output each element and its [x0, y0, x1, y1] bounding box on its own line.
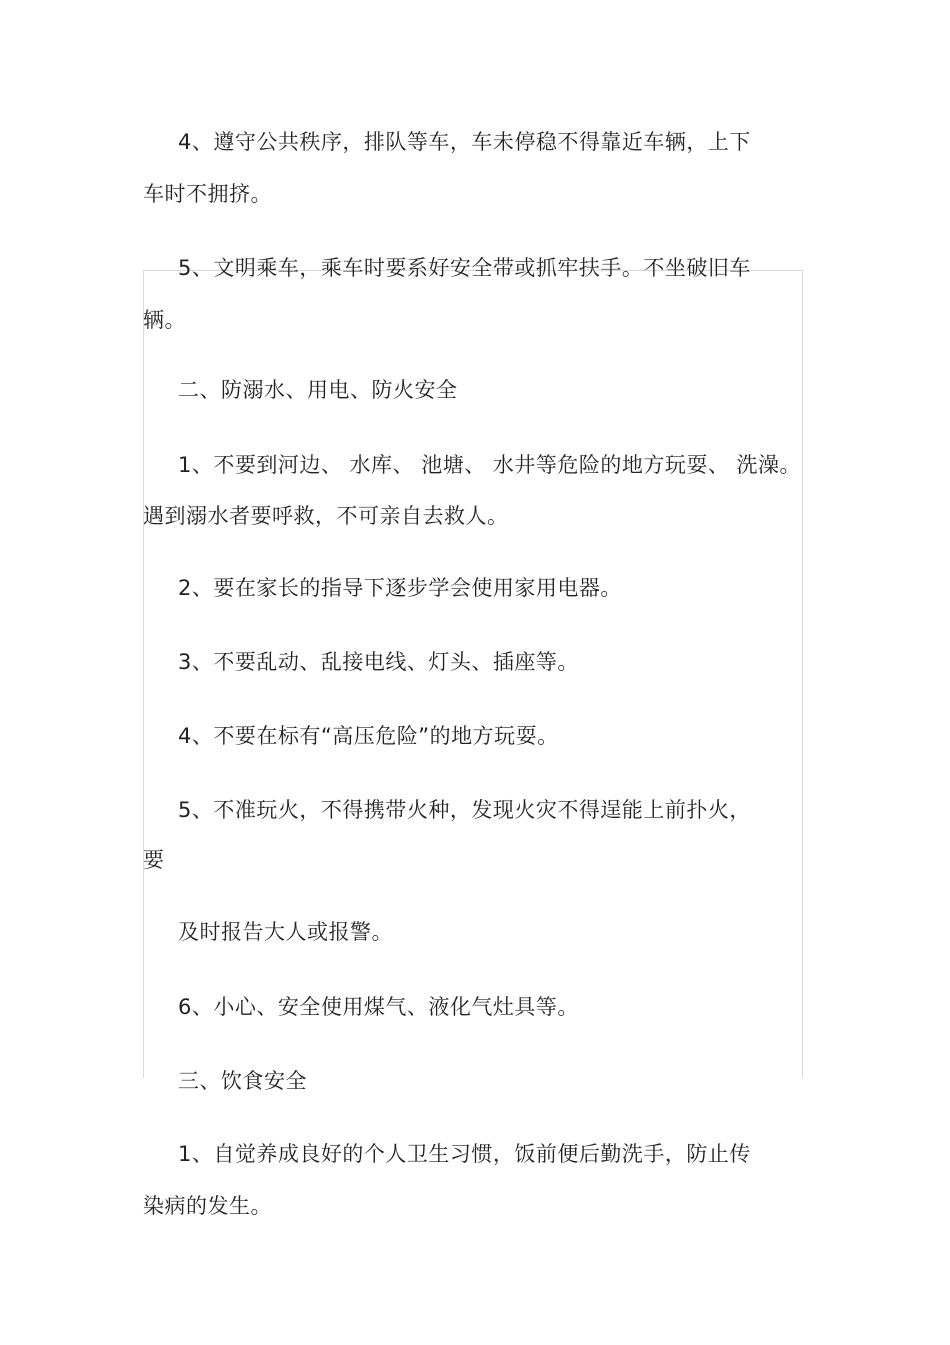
text-line: 要	[143, 848, 165, 872]
text-line: 1、不要到河边、 水库、 池塘、 水井等危险的地方玩耍、 洗澡。	[178, 453, 802, 477]
text-line: 1、自觉养成良好的个人卫生习惯，饭前便后勤洗手，防止传	[178, 1142, 751, 1166]
text-line: 4、遵守公共秩序，排队等车，车未停稳不得靠近车辆，上下	[178, 130, 751, 154]
text-line: 辆。	[143, 308, 186, 332]
text-line: 3、不要乱动、乱接电线、灯头、插座等。	[178, 650, 579, 674]
text-line: 4、不要在标有“高压危险”的地方玩耍。	[178, 724, 559, 748]
text-line: 2、要在家长的指导下逐步学会使用家用电器。	[178, 576, 622, 600]
text-line: 6、小心、安全使用煤气、液化气灶具等。	[178, 995, 579, 1019]
text-line: 及时报告大人或报警。	[178, 920, 393, 944]
text-line: 遇到溺水者要呼救，不可亲自去救人。	[143, 504, 509, 528]
text-line: 5、不准玩火，不得携带火种，发现火灾不得逞能上前扑火，	[178, 798, 751, 822]
section-heading: 二、防溺水、用电、防火安全	[178, 378, 458, 402]
text-line: 车时不拥挤。	[143, 182, 272, 206]
text-line: 5、文明乘车，乘车时要系好安全带或抓牢扶手。不坐破旧车	[178, 256, 751, 280]
section-heading: 三、饮食安全	[178, 1069, 307, 1093]
text-line: 染病的发生。	[143, 1194, 272, 1218]
